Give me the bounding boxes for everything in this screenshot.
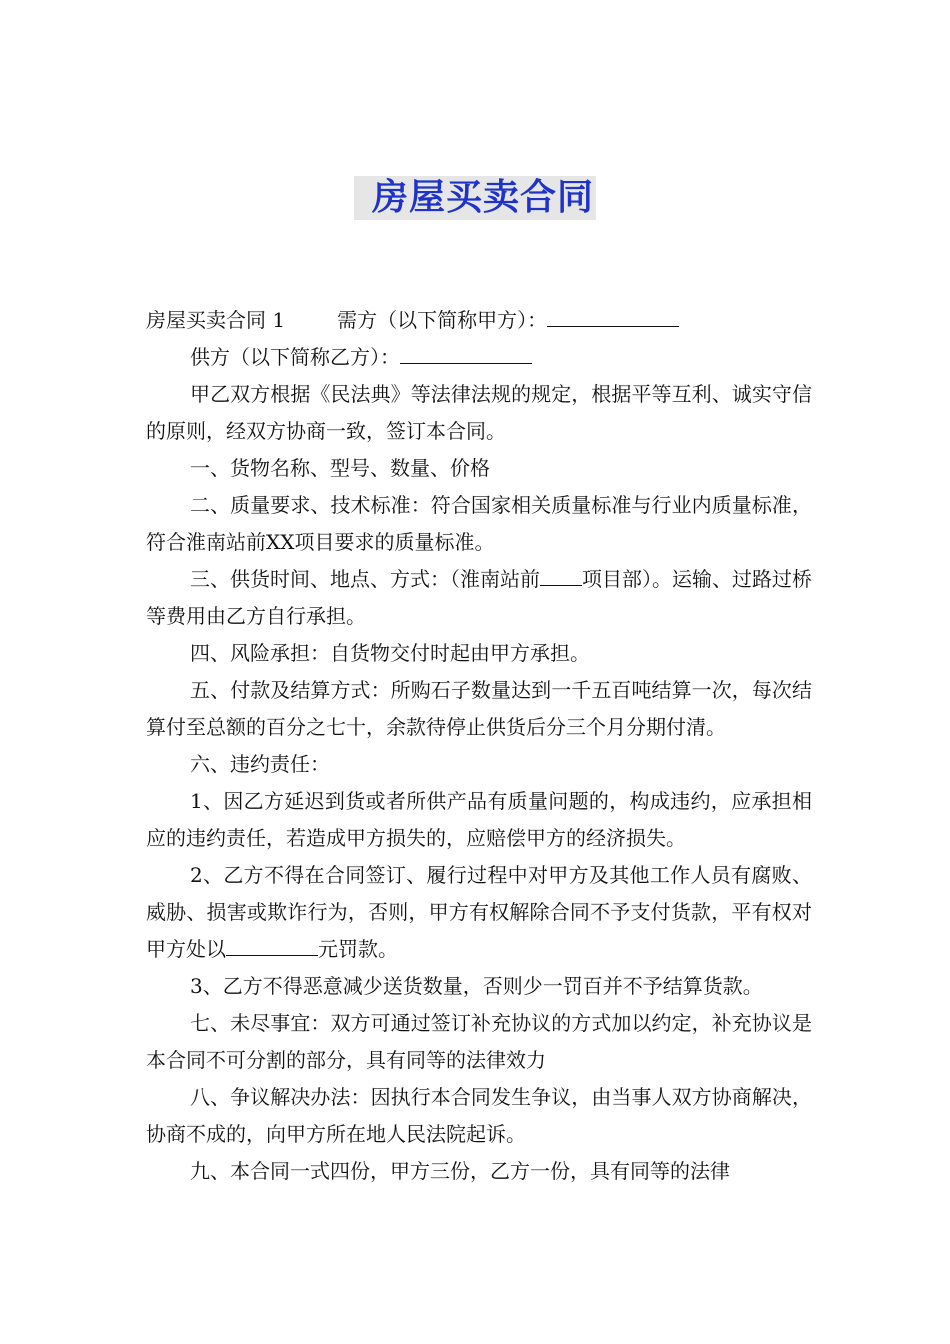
clause-6-1: 1、因乙方延迟到货或者所供产品有质量问题的，构成违约，应承担相应的违约责任，若造成甲方损失的，应赔偿甲方的经济损失。	[146, 789, 812, 850]
party-a-label: 需方（以下简称甲方）：	[337, 308, 548, 332]
clause-3-blank	[540, 563, 582, 586]
party-b-blank	[400, 341, 532, 364]
party-b-label: 供方（以下简称乙方）：	[190, 345, 400, 369]
party-a-blank	[547, 304, 679, 327]
clause-6-2-part-a: 2、乙方不得在合同签订、履行过程中对甲方及其他工作人员有腐败、威胁、损害或欺诈行为，否则，甲方有权解除合同不予支付货款，平有权对甲方处以	[146, 863, 812, 961]
fine-amount-blank	[226, 933, 318, 956]
document-body	[146, 302, 812, 1190]
clause-5: 五、付款及结算方式：所购石子数量达到一千五百吨结算一次，每次结算付至总额的百分之七十，余款待停止供货后分三个月分期付清。	[146, 678, 812, 739]
clause-3	[146, 561, 812, 635]
clause-3-part-a: 三、供货时间、地点、方式：（淮南站前	[190, 567, 540, 591]
clause-6-3: 3、乙方不得恶意减少送货数量，否则少一罚百并不予结算货款。	[190, 974, 763, 998]
clause-9: 九、本合同一式四份，甲方三份，乙方一份，具有同等的法律	[190, 1159, 730, 1183]
party-b-line	[146, 339, 812, 376]
clause-6: 六、违约责任：	[190, 752, 330, 776]
clause-6-2-part-b: 元罚款。	[318, 937, 398, 961]
clause-4: 四、风险承担：自货物交付时起由甲方承担。	[190, 641, 590, 665]
clause-6-2	[146, 857, 812, 968]
document-title: 房屋买卖合同	[354, 176, 596, 220]
clause-1: 一、货物名称、型号、数量、价格	[190, 456, 490, 480]
heading-line	[146, 302, 812, 339]
title-area	[0, 176, 950, 220]
clause-7: 七、未尽事宜：双方可通过签订补充协议的方式加以约定，补充协议是本合同不可分割的部分，具有同等的法律效力	[146, 1011, 812, 1072]
clause-2: 二、质量要求、技术标准：符合国家相关质量标准与行业内质量标准，符合淮南站前XX项目要求的质量标准。	[146, 493, 812, 554]
clause-8: 八、争议解决办法：因执行本合同发生争议，由当事人双方协商解决，协商不成的，向甲方所在地人民法院起诉。	[146, 1085, 812, 1146]
clause-3-part-b: 项目部）。运输、过路过桥等费用由乙方自行承担。	[146, 567, 812, 628]
contract-label: 房屋买卖合同 1	[146, 308, 286, 332]
paragraph-intro: 甲乙双方根据《民法典》等法律法规的规定，根据平等互利、诚实守信的原则，经双方协商一致，签订本合同。	[146, 382, 812, 443]
